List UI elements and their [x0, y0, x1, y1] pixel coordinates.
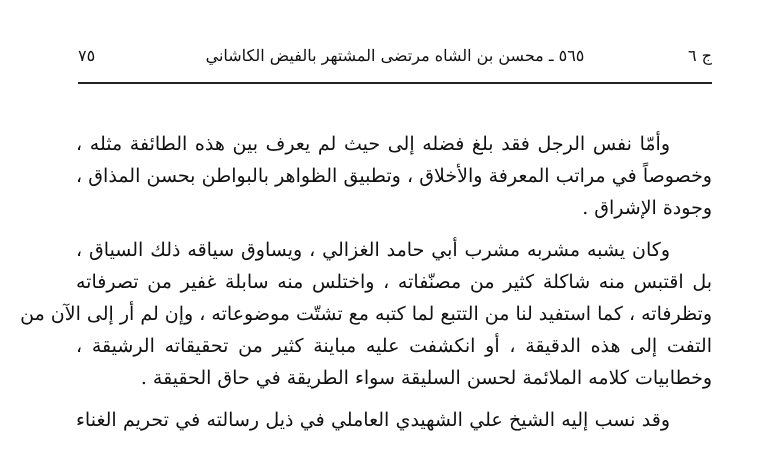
text-line: وقد نسب إليه الشيخ علي الشهيدي العاملي في ذيل رسالته في تحريم الغناء — [76, 409, 670, 431]
text-line: التفت إلى هذه الدقيقة ، أو انكشفت عليه مباينة كثير من تحقيقاته الرشيقة ، — [76, 335, 712, 357]
body-text — [20, 128, 712, 446]
text-line: وجودة الإشراق . — [582, 197, 712, 219]
text-line: وكان يشبه مشربه مشرب أبي حامد الغزالي ، ويساوق سياقه ذلك السياق ، — [76, 239, 670, 261]
paragraph-2 — [20, 234, 712, 394]
running-title: ٥٦٥ ـ محسن بن الشاه مرتضى المشتهر بالفيض الكاشاني — [205, 45, 585, 65]
page-number: ٧٥ — [78, 45, 96, 65]
running-header — [78, 40, 712, 70]
paragraph-1 — [76, 128, 712, 224]
header-rule — [78, 82, 712, 84]
text-line: وأمّا نفس الرجل فقد بلغ فضله إلى حيث لم يعرف بين هذه الطائفة مثله ، — [76, 133, 670, 155]
text-line: وتظرفاته ، كما استفيد لنا من التتبع لما كتبه مع تشتّت موضوعاته ، وإن لم أر إلى الآن من — [20, 303, 712, 325]
text-line: وخصوصاً في مراتب المعرفة والأخلاق ، وتطبيق الظواهر بالبواطن بحسن المذاق ، — [76, 165, 712, 187]
text-line: بل اقتبس منه شاكلة كثير من مصنّفاته ، واختلس منه سابلة غفير من تصرفاته — [76, 271, 712, 293]
volume-label: ج ٦ — [687, 45, 712, 65]
text-line: وخطابيات كلامه الملائمة لحسن السليقة سواء الطريقة في حاق الحقيقة . — [140, 367, 712, 389]
paragraph-3 — [76, 404, 712, 436]
